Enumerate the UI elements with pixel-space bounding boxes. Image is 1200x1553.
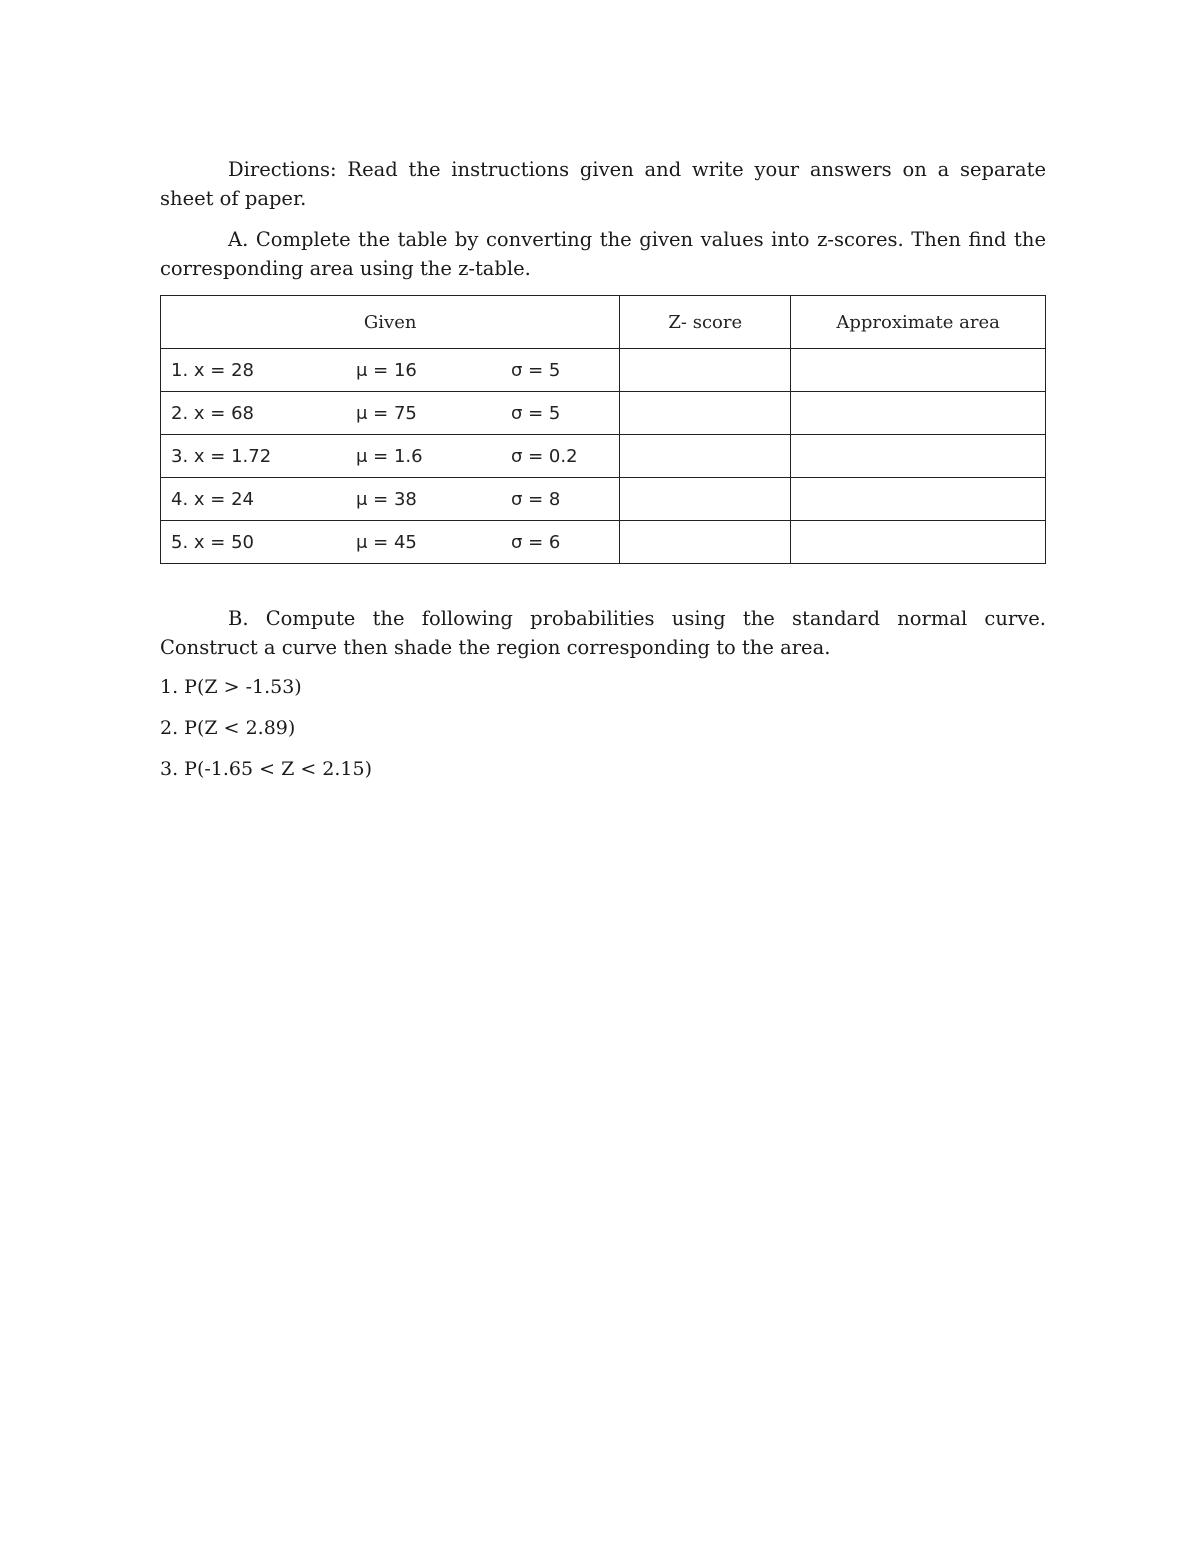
given-cell: [161, 435, 620, 478]
mu-value: μ = 16: [356, 360, 417, 381]
probability-list: [160, 674, 1046, 797]
z-score-cell[interactable]: [620, 349, 791, 392]
table-header-row: [161, 296, 1046, 349]
sigma-value: σ = 5: [511, 360, 561, 381]
x-value: 2. x = 68: [171, 403, 254, 424]
header-approximate-area: Approximate area: [791, 296, 1046, 349]
list-item: 1. P(Z > -1.53): [160, 676, 302, 698]
list-item: 2. P(Z < 2.89): [160, 717, 296, 739]
area-cell[interactable]: [791, 521, 1046, 564]
sigma-value: σ = 8: [511, 489, 561, 510]
given-cell: [161, 392, 620, 435]
worksheet-page: [160, 155, 1046, 797]
area-cell[interactable]: [791, 435, 1046, 478]
table-row: [161, 392, 1046, 435]
list-item: 3. P(-1.65 < Z < 2.15): [160, 758, 373, 780]
mu-value: μ = 1.6: [356, 446, 423, 467]
x-value: 1. x = 28: [171, 360, 254, 381]
part-b-instruction: B. Compute the following probabilities using the standard normal curve. Construct a curve then shade the region corresponding to the area.: [160, 607, 1046, 659]
mu-value: μ = 45: [356, 532, 417, 553]
directions-text: Directions: Read the instructions given and write your answers on a separate sheet of paper.: [160, 158, 1046, 210]
z-score-cell[interactable]: [620, 392, 791, 435]
part-a-instruction: A. Complete the table by converting the given values into z-scores. Then find the corresponding area using the z-table.: [160, 228, 1046, 280]
area-cell[interactable]: [791, 478, 1046, 521]
mu-value: μ = 75: [356, 403, 417, 424]
given-cell: [161, 521, 620, 564]
table-row: [161, 435, 1046, 478]
z-score-cell[interactable]: [620, 435, 791, 478]
table-row: [161, 478, 1046, 521]
z-score-cell[interactable]: [620, 521, 791, 564]
given-cell: [161, 478, 620, 521]
sigma-value: σ = 6: [511, 532, 561, 553]
mu-value: μ = 38: [356, 489, 417, 510]
z-score-cell[interactable]: [620, 478, 791, 521]
area-cell[interactable]: [791, 349, 1046, 392]
z-score-table: [160, 295, 1046, 564]
table-row: [161, 521, 1046, 564]
x-value: 4. x = 24: [171, 489, 254, 510]
header-z-score: Z- score: [620, 296, 791, 349]
area-cell[interactable]: [791, 392, 1046, 435]
sigma-value: σ = 5: [511, 403, 561, 424]
sigma-value: σ = 0.2: [511, 446, 578, 467]
x-value: 5. x = 50: [171, 532, 254, 553]
x-value: 3. x = 1.72: [171, 446, 272, 467]
header-given: Given: [161, 296, 620, 349]
given-cell: [161, 349, 620, 392]
table-row: [161, 349, 1046, 392]
